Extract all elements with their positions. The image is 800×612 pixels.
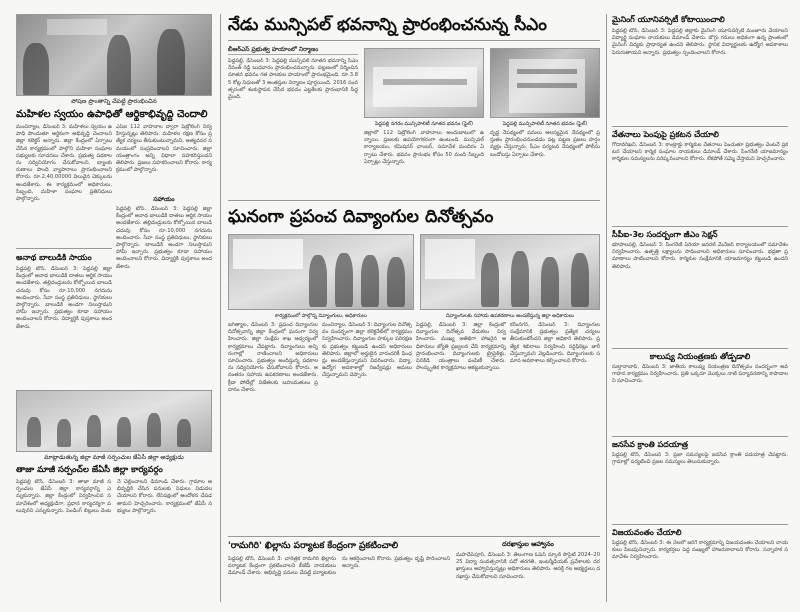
article-body-women-cont: ఎస్ఐ 112 వాహనాల ద్వారా పెట్రోలింగ్ నిర్వహిస్తున్నట్లు తెలిపారు. మహిళల రక్షణ కోసం ప్రత్యేక చర్యలు తీసుకుంటున్నామని, అత్యవసర సమయంలో సంప్రదించాలని సూచించారు. జిల్లా యంత్రాంగం అన్ని విధాలా సహకరిస్తుందని తెలిపారు. ప్రజలు సహకరించాలని కోరారు. కార్యక్రమంలో పాల్గొన్నారు.: [116, 124, 212, 174]
person-figure: [57, 419, 71, 447]
meeting-photo-caption: మాట్లాడుతున్న జిల్లా మాజీ సర్పంచుల జేఏసీ జిల్లా అధ్యక్షుడు: [44, 454, 184, 461]
person-figure: [23, 43, 49, 96]
person-figure: [147, 413, 161, 447]
person-figure: [309, 255, 327, 307]
municipal-building-photo-left: [364, 48, 484, 118]
meeting-photo: [16, 390, 212, 452]
building-shape: [373, 67, 477, 107]
headline-wage-hike: వేతనాలు పెంపుపై ప్రకటన చేయాలి: [612, 130, 719, 139]
person-figure: [541, 257, 559, 307]
building-caption-left: పెద్దపల్లి నగరం మున్సిపాలిటీ నూతన భవనం (ఫైల్): [375, 121, 473, 127]
person-figure: [511, 251, 529, 307]
article-body-sahayam: పెద్దపల్లి టౌన్, డిసెంబర్ 3: పెద్దపల్లి జిల్లా కేంద్రంలో అనాథ బాలుడికి దాతలు ఆర్థిక సాయం అందజేశారు. తల్లిదండ్రులను కోల్పోయిన బాలుడి చదువు కోసం రూ.10,000 నగదును అందించారు. సేవా సంస్థ ప్రతినిధులు, స్థానికులు పాల్గొన్నారు. బాలుడికి అండగా నిలుస్తామని హామీ ఇచ్చారు. ప్రభుత్వం కూడా సహాయం అందించాలని కోరారు. విద్యార్థికి పుస్తకాలు అందజేశారు.: [116, 206, 212, 270]
window-shape: [517, 69, 577, 74]
article-body-gm: భూపాలపల్లి, డిసెంబర్ 3: సింగరేణి ఏరియా జనరల్ మేనేజర్ కార్యాలయంలో సమావేశం నిర్వహించారు. ఉత్పత్తి లక్ష్యాలను సాధించాలని అధికారులు సూచించారు. భద్రతా ప్రమాణాలు పాటించాలని కోరారు. కార్మికుల సంక్షేమానికి యాజమాన్యం కట్టుబడి ఉందని తెలిపారు.: [612, 242, 788, 270]
person-figure: [335, 253, 353, 307]
article-body-successful: పెద్దపల్లి టౌన్, డిసెంబర్ 3: ఈ నెలలో జరిగే కార్యక్రమాన్ని విజయవంతం చేయాలని నాయకులు పిలుపునిచ్చారు. కార్యకర్తలు పెద్ద సంఖ్యలో హాజరుకావాలని కోరారు. సన్నాహక సమావేశం నిర్వహించారు.: [612, 540, 788, 561]
window-shape: [383, 79, 467, 85]
article-body-wages: గోదావరిఖని, డిసెంబర్ 3: కాంట్రాక్టు కార్మికుల వేతనాలు పెంచుతూ ప్రభుత్వం వెంటనే ప్రకటన చేయాలని కార్మిక సంఘాల నాయకులు డిమాండ్ చేశారు. సింగరేణి యాజమాన్యం కార్మికుల సమస్యలను పరిష్కరించాలని కోరారు. లేకపోతే సమ్మె చేస్తామని హెచ్చరించారు.: [612, 142, 788, 163]
person-figure: [361, 255, 379, 307]
divider: [228, 40, 600, 41]
headline-janaseva-padayatra: జనసేవ క్రాంతి పదయాత్ర: [612, 440, 688, 449]
article-body-orphan: పెద్దపల్లి టౌన్, డిసెంబర్ 3: పెద్దపల్లి జిల్లా కేంద్రంలో అనాథ బాలుడికి దాతలు ఆర్థిక సాయం అందజేశారు. తల్లిదండ్రులను కోల్పోయిన బాలుడి చదువు కోసం రూ.10,000 నగదును అందించారు. సేవా సంస్థ ప్రతినిధులు, స్థానికులు పాల్గొన్నారు. బాలుడికి అండగా నిలుస్తామని హామీ ఇచ్చారు. ప్రభుత్వం కూడా సహాయం అందించాలని కోరారు. విద్యార్థికి పుస్తకాలు అందజేశారు.: [16, 266, 112, 330]
person-figure: [481, 253, 499, 307]
article-body-disabled-4: కరీంనగర్, డిసెంబర్ 3: దివ్యాంగుల సంక్షేమానికి ప్రభుత్వం ప్రత్యేక చర్యలు తీసుకుంటోందని జిల్లా అధికారి తెలిపారు. ప్రత్యేక శిబిరాలు నిర్వహించి సర్టిఫికెట్లు జారీ చేస్తున్నామని వెల్లడించారు. దివ్యాంగులకు సమాన అవకాశాలు కల్పించాలని కోరారు.: [510, 322, 600, 365]
top-left-photo: [16, 14, 212, 96]
headline-cpi-gm: సీపీఐ-3ల సందర్భంగా జీఎం సెక్షన్: [612, 230, 718, 239]
disabled-photo-caption-left: కార్యక్రమంలో పాల్గొన్న దివ్యాంగులు, అధికారులు: [275, 313, 367, 319]
main-headline-disabled-day: ఘనంగా ప్రపంచ దివ్యాంగుల దినోత్సవం: [228, 207, 494, 227]
article-body-women: మంచిర్యాల, డిసెంబర్ 3: మహిళలు స్వయం ఉపాధి పొందుతూ ఆర్థికంగా అభివృద్ధి చెందాలని జిల్లా కలెక్టర్ అన్నారు. జిల్లా కేంద్రంలో ఏర్పాటు చేసిన కార్యక్రమంలో పాల్గొని మహిళా సంఘాల సభ్యులకు సూచనలు చేశారు. ప్రభుత్వ పథకాలను సద్వినియోగం చేసుకోవాలని, బ్యాంకు రుణాలు పొంది వ్యాపారాలు ప్రారంభించాలని కోరారు. రూ.2,40,00000 విలువైన చెక్కులను అందజేశారు. ఈ కార్యక్రమంలో అధికారులు, సిబ్బంది, మహిళా సంఘాల ప్రతినిధులు పాల్గొన్నారు.: [16, 124, 112, 203]
person-figure: [571, 253, 589, 307]
divider: [612, 524, 788, 525]
article-body-municipal: పెద్దపల్లి, డిసెంబర్ 3: పెద్దపల్లి మున్సిపల్ నూతన భవనాన్ని సీఎం రేవంత్ రెడ్డి బుధవారం ప్రారంభించనున్నారు. పట్టణంలో నిర్మించిన నూతన భవనం గత పాలకుల హయాంలో ప్రారంభమైంది. రూ.3.85 కోట్ల నిధులతో 3 అంతస్తుల నిర్మాణం పూర్తయింది. 2016 సంవత్సరంలో శంకుస్థాపన చేసిన భవనం ఎట్టకేలకు ప్రారంభానికి సిద్ధమైంది.: [228, 58, 358, 101]
divider: [228, 536, 600, 537]
headline-make-successful: విజయవంతం చేయాలి: [612, 528, 682, 537]
headline-women-self-employment: మహిళల స్వయం ఉపాధితో ఆర్థికాభివృద్ధి చెందాలి: [16, 109, 208, 120]
headline-mining-university: మైనింగ్ యూనివర్సిటీ కోటాయించాలి: [612, 15, 725, 24]
headline-ramagiri-fort: 'రామగిరి' ఖిల్లాను పర్యాటక కేంద్రంగా ప్రకటించాలి: [228, 541, 399, 551]
disabled-photo-caption-right: దివ్యాంగులకు సహాయ ఉపకరణాలు అందజేస్తున్న జిల్లా అధికారులు: [446, 313, 574, 319]
article-body-padayatra: పెద్దపల్లి టౌన్, డిసెంబర్ 3: ప్రజా సమస్యలపై జనసేవ క్రాంతి పదయాత్ర చేపట్టారు. గ్రామాల్లో పర్యటించి ప్రజల సమస్యలు తెలుసుకున్నారు.: [612, 452, 788, 466]
article-body-disabled-3: పెద్దపల్లి, డిసెంబర్ 3: జిల్లా కేంద్రంలో దివ్యాంగుల దినోత్సవ వేడుకలు నిర్వహించారు. ముఖ్య అతిథిగా హాజరైన అధికారులు జ్యోతి ప్రజ్వలన చేసి కార్యక్రమాన్ని ప్రారంభించారు. దివ్యాంగులకు ట్రైసైకిళ్లు, వినికిడి యంత్రాలు పంపిణీ చేశారు. సాంస్కృతిక కార్యక్రమాలు ఆకట్టుకున్నాయి.: [416, 322, 506, 372]
top-photo-caption: పోషణ ప్రాంతాన్ని చేపట్టి ప్రారంభించిన: [71, 98, 157, 105]
column-divider: [606, 14, 607, 602]
divider: [612, 226, 788, 227]
banner-shape: [233, 239, 303, 269]
article-body-sarpanch: పెద్దపల్లి టౌన్, డిసెంబర్ 3: తాజా మాజీ సర్పంచుల జేఏసీ జిల్లా కార్యవర్గాన్ని ఎన్నుకున్నారు. జిల్లా కేంద్రంలో నిర్వహించిన సమావేశంలో అధ్యక్షుడిగా, ప్రధాన కార్యదర్శిగా పలువురిని ఎన్నుకున్నారు. పెండింగ్ బిల్లులు వెంటనే చెల్లించాలని డిమాండ్ చేశారు. గ్రామాల అభివృద్ధికి చేసిన పనులకు నిధులు విడుదల చేయాలని కోరారు. లేనిపక్షంలో ఆందోళన చేపడతామని హెచ్చరించారు. కార్యక్రమంలో జేఏసీ సభ్యులు పాల్గొన్నారు.: [16, 479, 212, 514]
banner-shape: [425, 239, 475, 279]
sub-label-brs: బీఆర్ఎస్ ప్రభుత్వ హయాంలో నిర్మాణం: [228, 46, 358, 55]
headline-sarpanch-jac: తాజా మాజీ సర్పంచ్‌ల జేఏసీ జిల్లా కార్యవర్గం: [16, 465, 163, 475]
disabled-day-photo-left: [228, 234, 414, 310]
sub-heading-applications: దరఖాస్తుల ఆహ్వానం: [502, 540, 554, 548]
person-figure: [117, 417, 131, 447]
window-shape: [517, 83, 577, 88]
person-figure: [27, 417, 41, 447]
article-body-pollution: సుల్తానాబాద్, డిసెంబర్ 3: జాతీయ కాలుష్య నియంత్రణ దినోత్సవం సందర్భంగా అవగాహన కార్యక్రమం నిర్వహించారు. ప్రతి ఒక్కరూ మొక్కలు నాటి పర్యావరణాన్ని కాపాడాలని సూచించారు.: [612, 364, 788, 385]
headline-orphan-help: అనాథ బాలుడికి సాయం: [16, 253, 92, 262]
article-body-ramagiri: పెద్దపల్లి టౌన్, డిసెంబర్ 3: చారిత్రక రామగిరి ఖిల్లాను పర్యాటక కేంద్రంగా ప్రకటించాలని బీజేపీ నాయకులు డిమాండ్ చేశారు. అభివృద్ధి పనులు చేపట్టి పర్యాటకులను ఆకర్షించాలని కోరారు. ప్రభుత్వం దృష్టి సారించాలని అన్నారు.: [228, 556, 450, 577]
column-divider: [220, 14, 221, 602]
divider: [612, 126, 788, 127]
main-headline-cm-municipal: నేడు మున్సిపల్ భవనాన్ని ప్రారంభించనున్న సీఎం: [228, 15, 547, 35]
article-body-disabled-1: జగిత్యాల, డిసెంబర్ 3: ప్రపంచ దివ్యాంగుల దినోత్సవాన్ని జిల్లా కేంద్రంలో ఘనంగా నిర్వహించారు. జిల్లా సంక్షేమ శాఖ ఆధ్వర్యంలో కార్యక్రమాలు చేపట్టారు. దివ్యాంగులు అన్ని రంగాల్లో రాణించాలని అధికారులు సూచించారు. ప్రభుత్వం అందిస్తున్న పథకాలను సద్వినియోగం చేసుకోవాలని కోరారు. అనంతరం సహాయ ఉపకరణాలు అందజేశారు. క్రీడా పోటీల్లో విజేతలకు బహుమతులు ప్రదానం చేశారు.: [228, 322, 318, 393]
divider: [228, 200, 600, 201]
sub-heading-sahayam: సహాయం: [153, 196, 175, 203]
disabled-day-photo-right: [420, 234, 600, 310]
article-body-disabled-2: మంచిర్యాల, డిసెంబర్ 3: దివ్యాంగుల దినోత్సవం సందర్భంగా జిల్లా కలెక్టరేట్‌లో కార్యక్రమం నిర్వహించారు. దివ్యాంగుల హక్కుల పరిరక్షణకు ప్రభుత్వం కట్టుబడి ఉందని అధికారులు తెలిపారు. జిల్లాలో అర్హులైన వారందరికీ పింఛన్లు అందజేస్తున్నామని వివరించారు. విద్యా, ఉద్యోగ అవకాశాల్లో రిజర్వేషన్లు అమలు చేస్తున్నామని చెప్పారు.: [322, 322, 412, 379]
municipal-building-photo-right: [490, 48, 600, 118]
article-body-municipal-3: వృద్ధ నేపథ్యంలో పనులు ఆలస్యమైన నేపథ్యంలో ప్రస్తుతం ప్రారంభించనుండడం పట్ల పట్టణ ప్రజలు హర్షం వ్యక్తం చేస్తున్నారు. సీఎం పర్యటన నేపథ్యంలో పోలీసు బందోబస్తు ఏర్పాటు చేశారు.: [490, 130, 600, 158]
person-figure: [177, 419, 191, 447]
person-figure: [157, 29, 185, 96]
article-body-mining: పెద్దపల్లి టౌన్, డిసెంబర్ 3: పెద్దపల్లి జిల్లాకు మైనింగ్ యూనివర్సిటీ మంజూరు చేయాలని విద్యార్థి సంఘాల నాయకులు డిమాండ్ చేశారు. బొగ్గు గనులు అధికంగా ఉన్న ప్రాంతంలో మైనింగ్ విద్యకు ప్రాధాన్యత ఉందని తెలిపారు. స్థానిక విద్యార్థులకు ఉద్యోగ అవకాశాలు పెరుగుతాయని అన్నారు. ప్రభుత్వం స్పందించాలని కోరారు.: [612, 28, 788, 56]
person-figure: [87, 415, 101, 447]
divider: [612, 436, 788, 437]
article-body-municipal-2: జిల్లాలో 112 పెట్రోలింగ్ వాహనాలు అందుబాటులో ఉన్నాయి. ప్రజలకు ఉపయోగకరంగా ఉంటుంది. మున్సిపల్ కార్యాలయం, కమిషనర్ ఛాంబర్, సమావేశ మందిరం ఏర్పాటు చేశారు. భవనం ప్రారంభం కోసం 50 మంది సిబ్బంది ఏర్పాట్లు చేస్తున్నారు.: [364, 130, 484, 165]
person-figure: [107, 35, 131, 96]
banner-shape: [47, 19, 107, 35]
building-caption-right: పెద్దపల్లి మున్సిపాలిటీ నూతన భవనం (ఫైల్): [502, 121, 588, 127]
article-body-applications: మహదేవ్‌పూర్, డిసెంబర్ 3: తెలంగాణ ఓపెన్ స్కూల్ సొసైటీ 2024–2025 విద్యా సంవత్సరానికి పదో తరగతి, ఇంటర్మీడియట్ ప్రవేశాలకు దరఖాస్తులు ఆహ్వానిస్తున్నట్లు అధికారులు తెలిపారు. ఆసక్తి గల అభ్యర్థులు దరఖాస్తు చేసుకోవాలని సూచించారు.: [456, 552, 600, 580]
divider: [612, 348, 788, 349]
person-figure: [387, 257, 405, 307]
divider: [16, 248, 112, 249]
headline-pollution-control: కాలుష్య నియంత్రణకు తోడ్పడాలి: [649, 352, 751, 361]
